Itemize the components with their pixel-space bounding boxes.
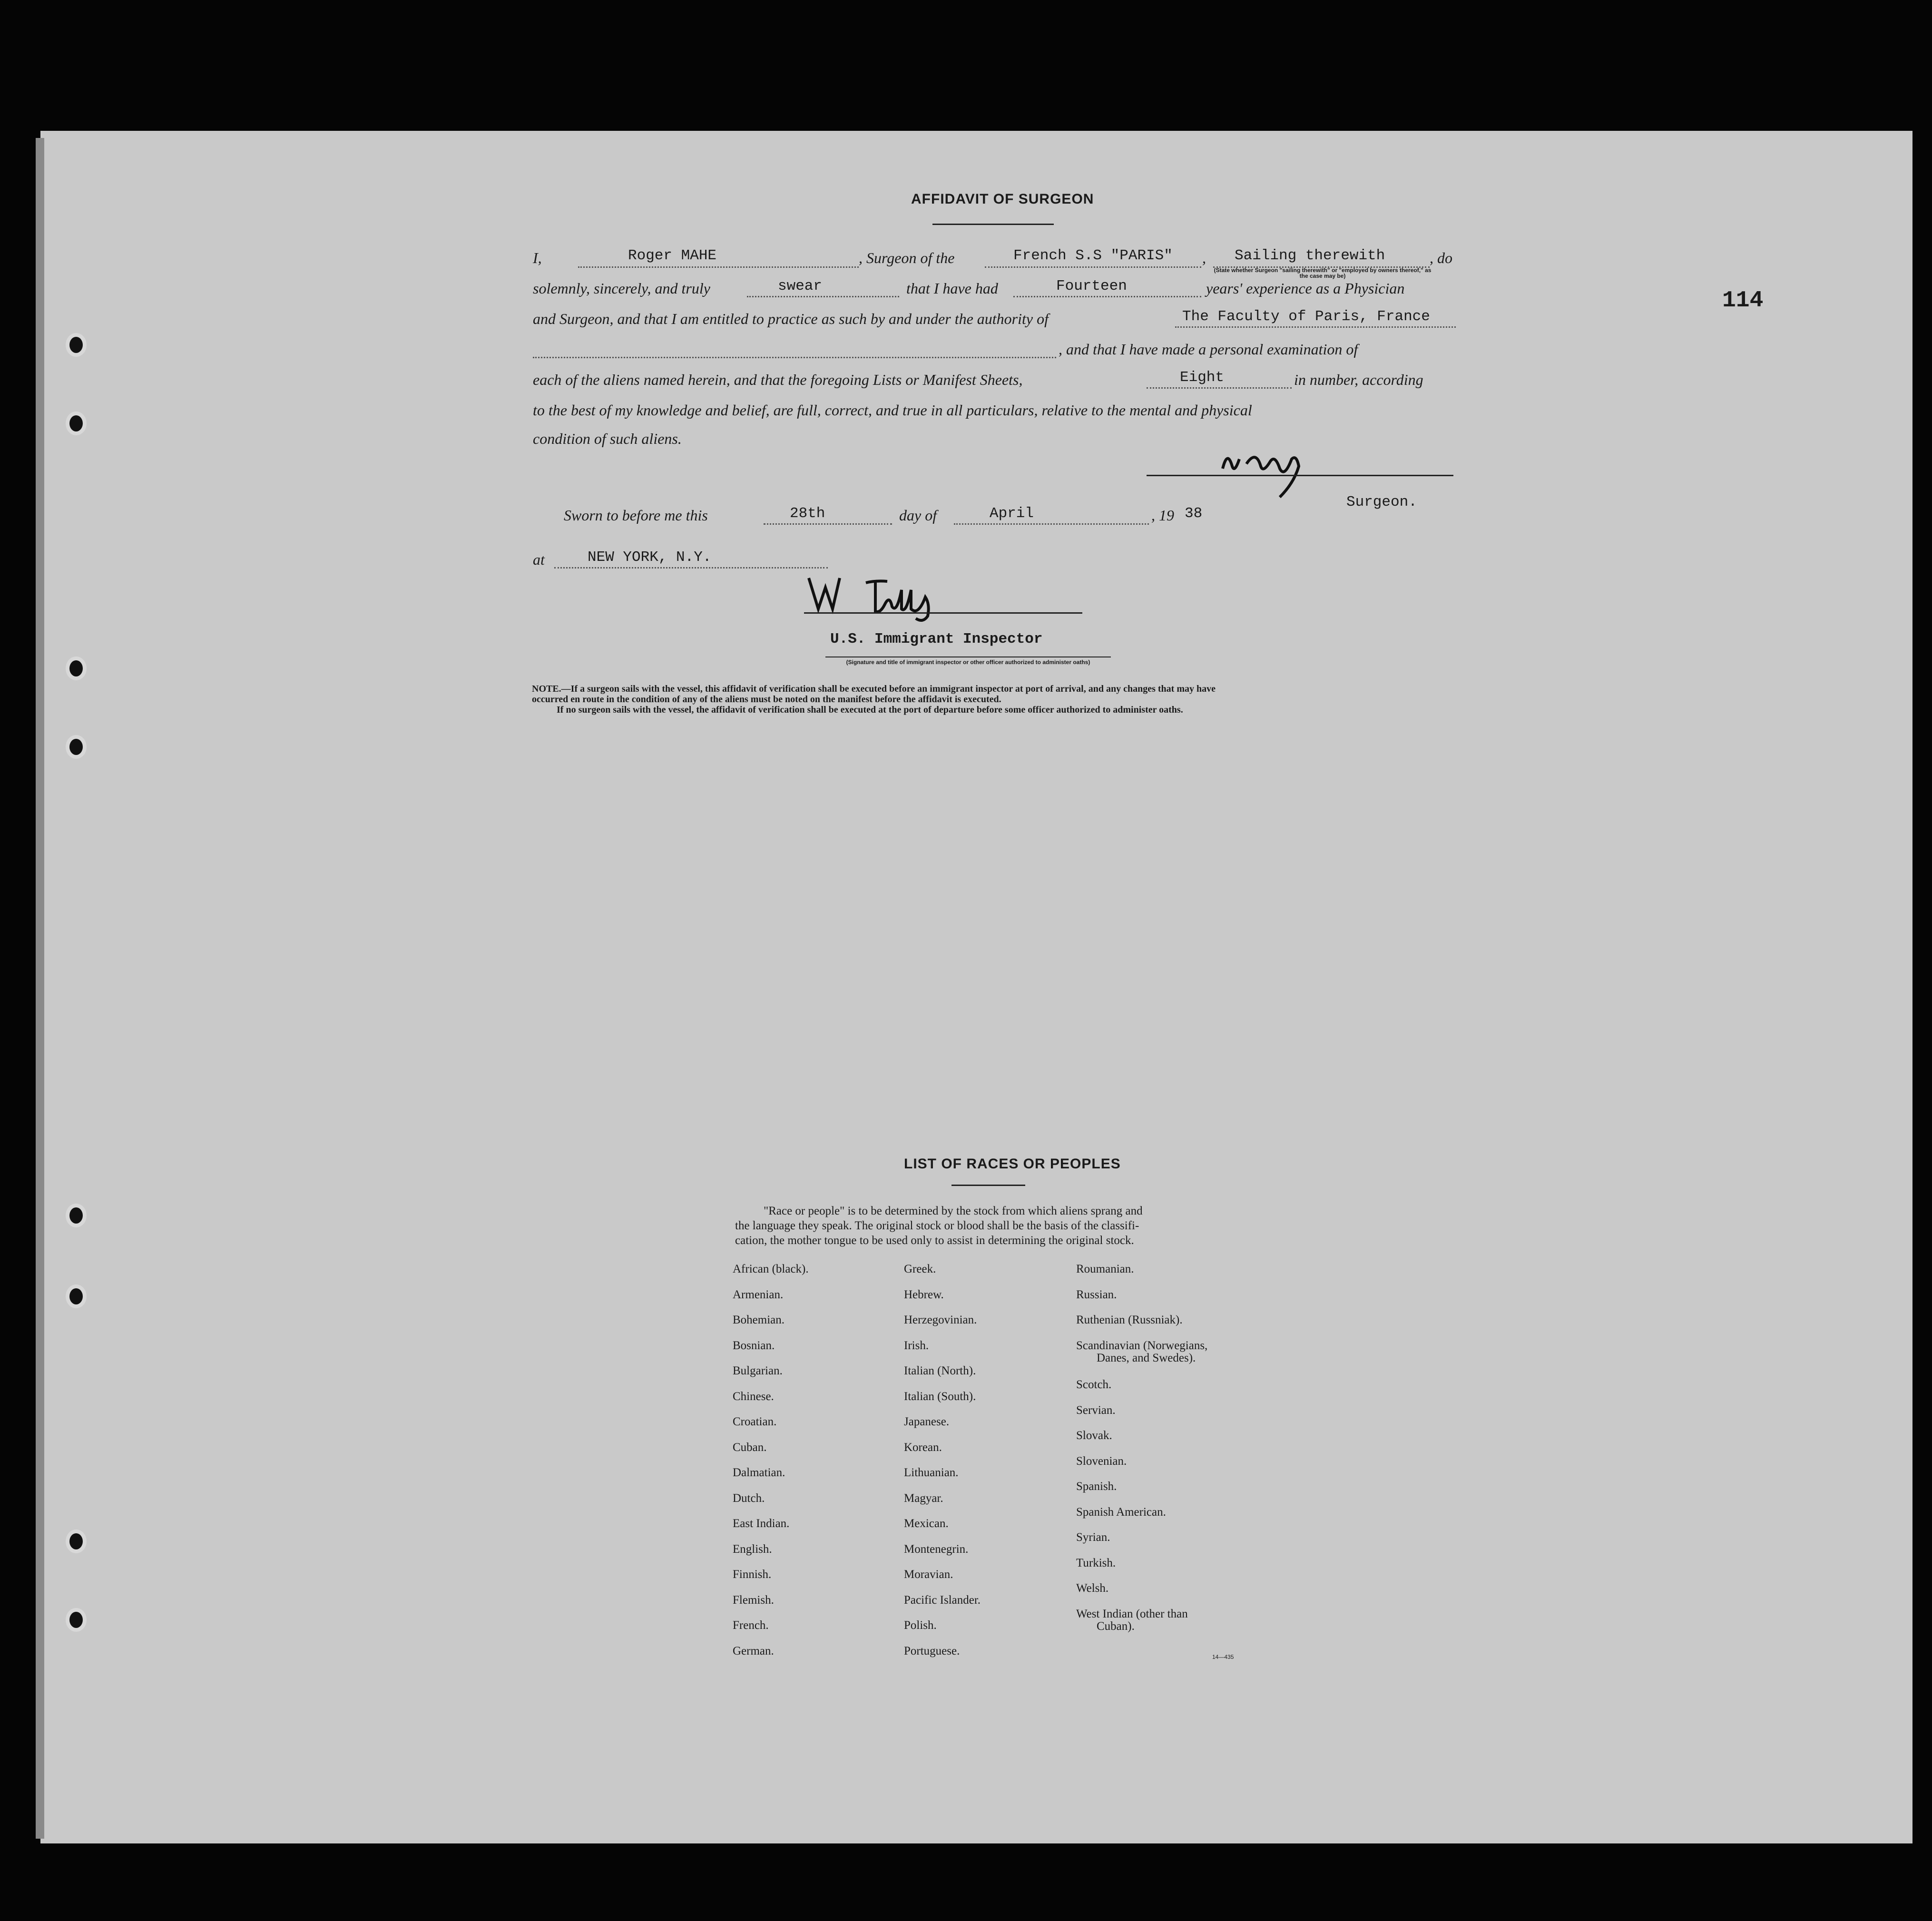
inspector-line xyxy=(804,612,1082,614)
fill-line xyxy=(764,523,892,525)
race-item: Italian (South). xyxy=(904,1390,976,1403)
race-item: East Indian. xyxy=(733,1517,790,1530)
note-line-2: occurred en route in the condition of any of the aliens must be noted on the manifest before the affidavit is executed. xyxy=(532,694,1001,705)
fill-line xyxy=(554,567,828,568)
race-item: Korean. xyxy=(904,1441,942,1454)
sworn-text: day of xyxy=(899,507,937,524)
fill-line xyxy=(1147,387,1292,389)
inspector-title: U.S. Immigrant Inspector xyxy=(830,631,1043,647)
binder-hole xyxy=(66,1204,87,1227)
affidavit-text: each of the aliens named herein, and that the foregoing Lists or Manifest Sheets, xyxy=(533,371,1023,388)
affidavit-text: I, xyxy=(533,249,542,266)
place: NEW YORK, N.Y. xyxy=(588,549,712,566)
sworn-text: , 19 xyxy=(1151,507,1174,524)
oath-word: swear xyxy=(778,278,823,294)
race-item: Welsh. xyxy=(1076,1582,1109,1595)
sworn-text: Sworn to before me this xyxy=(564,507,708,524)
years-experience: Fourteen xyxy=(1056,278,1127,294)
affidavit-text: in number, according xyxy=(1294,371,1423,388)
race-item: Spanish. xyxy=(1076,1480,1117,1493)
fill-line xyxy=(578,266,859,268)
sheet-count: Eight xyxy=(1180,369,1225,386)
races-title: LIST OF RACES OR PEOPLES xyxy=(904,1156,1121,1172)
inspector-signature xyxy=(804,571,966,626)
affidavit-text: , Surgeon of the xyxy=(859,249,955,266)
race-item: Polish. xyxy=(904,1619,937,1632)
affidavit-text: that I have had xyxy=(906,280,998,297)
race-item: Slovenian. xyxy=(1076,1454,1127,1468)
sailing-status: Sailing therewith xyxy=(1235,247,1385,264)
race-item: Spanish American. xyxy=(1076,1505,1166,1519)
affidavit-text: , xyxy=(1202,249,1206,266)
race-item: Ruthenian (Russniak). xyxy=(1076,1313,1183,1326)
fill-line xyxy=(954,523,1149,525)
race-item: African (black). xyxy=(733,1263,809,1275)
race-item: Magyar. xyxy=(904,1491,943,1505)
fill-line xyxy=(1013,296,1201,297)
binder-hole xyxy=(66,657,87,680)
race-item: Lithuanian. xyxy=(904,1466,959,1479)
race-item: Russian. xyxy=(1076,1288,1117,1301)
form-number: 14—435 xyxy=(1212,1654,1234,1660)
binder-hole xyxy=(66,735,87,759)
race-item: Croatian. xyxy=(733,1415,777,1428)
race-item: Syrian. xyxy=(1076,1531,1110,1544)
race-item: Bohemian. xyxy=(733,1313,785,1326)
signature-mark xyxy=(1218,440,1342,516)
race-item: English. xyxy=(733,1542,772,1556)
fill-line xyxy=(985,266,1201,268)
race-item: Moravian. xyxy=(904,1568,953,1581)
inspector-hint: (Signature and title of immigrant inspector or other officer authorized to administer oaths) xyxy=(846,659,1090,666)
affidavit-text: and Surgeon, and that I am entitled to practice as such by and under the authority of xyxy=(533,310,1049,327)
race-item: Bulgarian. xyxy=(733,1364,783,1377)
sworn-day: 28th xyxy=(790,505,825,522)
binder-hole xyxy=(66,1284,87,1308)
affidavit-text: , do xyxy=(1430,249,1452,266)
race-item: Herzegovinian. xyxy=(904,1313,977,1326)
races-title-underline xyxy=(951,1185,1025,1186)
race-item: Dutch. xyxy=(733,1491,765,1505)
affidavit-title: AFFIDAVIT OF SURGEON xyxy=(911,191,1094,207)
fill-line xyxy=(1175,326,1456,328)
race-item: Turkish. xyxy=(1076,1556,1116,1569)
race-item: Irish. xyxy=(904,1339,929,1352)
affidavit-text: years' experience as a Physician xyxy=(1206,280,1405,297)
race-item: Scandinavian (Norwegians, xyxy=(1076,1339,1208,1352)
binder-hole xyxy=(66,1529,87,1553)
race-item: Italian (North). xyxy=(904,1364,976,1377)
fill-line xyxy=(747,296,899,297)
note-line-1: NOTE.—If a surgeon sails with the vessel, this affidavit of verification shall be executed before an immigrant inspector at port of arrival, and any changes that may have xyxy=(532,684,1216,694)
signature-line xyxy=(1147,475,1453,476)
races-intro-2: the language they speak. The original stock or blood shall be the basis of the classifi- xyxy=(735,1219,1139,1232)
sworn-year: 38 xyxy=(1185,505,1203,522)
at-label: at xyxy=(533,551,545,568)
title-underline xyxy=(932,224,1054,225)
race-item: Slovak. xyxy=(1076,1429,1112,1442)
page-number: 114 xyxy=(1722,288,1764,314)
sheet-edge xyxy=(36,138,44,1839)
surgeon-title: Surgeon. xyxy=(1346,494,1417,510)
affidavit-text: , and that I have made a personal examination of xyxy=(1059,341,1358,358)
race-item: Danes, and Swedes). xyxy=(1097,1352,1196,1364)
authority: The Faculty of Paris, France xyxy=(1182,308,1430,325)
race-item: Roumanian. xyxy=(1076,1263,1134,1275)
sworn-month: April xyxy=(990,505,1034,522)
race-item: Japanese. xyxy=(904,1415,950,1428)
race-item: Greek. xyxy=(904,1263,936,1275)
race-item: Pacific Islander. xyxy=(904,1593,981,1607)
signature-mark xyxy=(804,571,966,623)
note-line-3: If no surgeon sails with the vessel, the affidavit of verification shall be executed at the port of departure before some officer authorized to administer oaths. xyxy=(557,705,1183,715)
binder-hole xyxy=(66,333,87,357)
affidavit-text: condition of such aliens. xyxy=(533,430,682,447)
race-item: German. xyxy=(733,1644,774,1657)
race-item: Flemish. xyxy=(733,1593,774,1607)
vessel-name: French S.S "PARIS" xyxy=(1013,247,1173,264)
race-item: Portuguese. xyxy=(904,1644,960,1657)
race-item: Cuban). xyxy=(1097,1620,1135,1633)
surgeon-signature xyxy=(1218,440,1342,523)
sailing-hint: (State whether Surgeon "sailing therewith" or "employed by owners thereof," as the case may be) xyxy=(1214,267,1432,279)
binder-hole xyxy=(66,412,87,435)
binder-hole xyxy=(66,1608,87,1632)
race-item: Finnish. xyxy=(733,1568,772,1581)
race-item: Dalmatian. xyxy=(733,1466,785,1479)
race-item: Chinese. xyxy=(733,1390,774,1403)
race-item: West Indian (other than xyxy=(1076,1607,1188,1620)
race-item: Montenegrin. xyxy=(904,1542,969,1556)
affidavit-text: to the best of my knowledge and belief, are full, correct, and true in all particulars, relative to the mental and physical xyxy=(533,402,1252,419)
race-item: Bosnian. xyxy=(733,1339,775,1352)
races-intro-1: "Race or people" is to be determined by the stock from which aliens sprang and xyxy=(764,1205,1143,1217)
race-item: Hebrew. xyxy=(904,1288,944,1301)
races-intro-3: cation, the mother tongue to be used only to assist in determining the original stock. xyxy=(735,1234,1134,1247)
surgeon-name: Roger MAHE xyxy=(628,247,717,264)
race-item: Mexican. xyxy=(904,1517,949,1530)
race-item: Armenian. xyxy=(733,1288,784,1301)
fill-line xyxy=(533,357,1056,358)
race-item: Scotch. xyxy=(1076,1378,1112,1391)
race-item: French. xyxy=(733,1619,769,1632)
race-item: Cuban. xyxy=(733,1441,767,1454)
affidavit-text: solemnly, sincerely, and truly xyxy=(533,280,710,297)
race-item: Servian. xyxy=(1076,1403,1116,1417)
